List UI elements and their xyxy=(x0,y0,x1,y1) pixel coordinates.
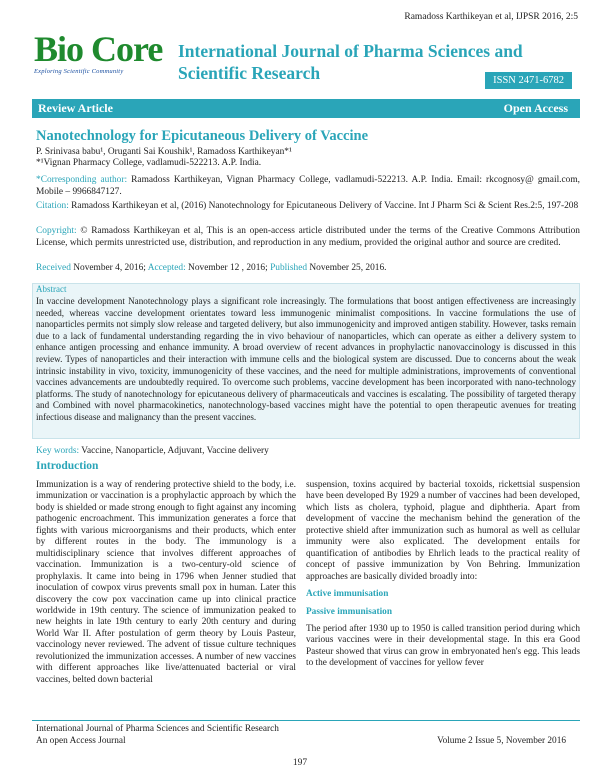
logo-tagline: Exploring Scientific Community xyxy=(34,68,124,75)
citation-label: Citation: xyxy=(36,201,69,211)
intro-paragraph-left: Immunization is a way of rendering protective shield to the body, i.e. immunization or vaccination is a prophylactic approach by which the body is shielded or made strong enough to fight against any incoming pathogenic encroachment. This immunization generates a force that fights with various microorganisms and their products, which enter by different routes in the body. The immunology is a multidisciplinary science that involves different approaches of vaccination. Immunization is a two-century-old science of prophylaxis. It came into being in 1796 when Jenner studied that inoculation of cowpox virus prevents small pox in human. Later this discovery the cow pox vaccination came up into clinical practice worldwide in 19th century. The science of immunization peaked to new heights in late 19th century to early 20th century and during World War II. After postulation of germ theory by Louis Pasteur, vaccinology never reviewed. The advent of tissue culture techniques revolutionized the immunization accesses. A number of new vaccines with different approaches like live/attenuated bacterial or viral vaccines, belted down bacterial xyxy=(36,480,296,685)
keywords-label: Key words: xyxy=(36,446,80,456)
dates xyxy=(36,263,580,275)
footer-volume: Volume 2 Issue 5, November 2016 xyxy=(437,736,566,746)
issn-badge: ISSN 2471-6782 xyxy=(485,72,572,89)
keywords-text: Vaccine, Nanoparticle, Adjuvant, Vaccine delivery xyxy=(79,446,269,456)
article-title: Nanotechnology for Epicutaneous Delivery of Vaccine xyxy=(36,128,369,144)
received-date: November 4, 2016; xyxy=(70,263,148,273)
citation xyxy=(36,201,580,213)
publisher-logo[interactable] xyxy=(34,30,164,82)
affiliation: *¹Vignan Pharmacy College, vadlamudi-522213. A.P. India. xyxy=(36,158,262,168)
subheading-passive-immunisation: Passive immunisation xyxy=(306,606,393,617)
corresponding-text: Ramadoss Karthikeyan, Vignan Pharmacy College, vadlamudi-522213. A.P. India. Email: rkcognosy@ gmail.com, Mobile – 9966847127. xyxy=(36,175,580,197)
published-label: Published xyxy=(270,263,308,273)
copyright-text: © Ramadoss Karthikeyan et al, This is an open-access article distributed under the terms of the Creative Commons Attribution License, which permits unrestricted use, distribution, and reproduction in any medium, provided the original author and source are credited. xyxy=(36,226,580,248)
page-number: 197 xyxy=(292,758,308,768)
received-label: Received xyxy=(36,263,71,273)
citation-text: Ramadoss Karthikeyan et al, (2016) Nanotechnology for Epicutaneous Delivery of Vaccine. Int J Pharm Sci & Scient Res.2:5, 197-208 xyxy=(68,201,579,211)
intro-paragraph-right-2: The period after 1930 up to 1950 is called transition period during which various vaccines were in their developmental stage. In this era Good Pasteur showed that virus can grow in embryonated hen's egg. This leads to the development of vaccines for yellow fever xyxy=(306,623,580,669)
running-head: Ramadoss Karthikeyan et al, IJPSR 2016, 2:5 xyxy=(404,12,578,22)
article-type-label: Review Article xyxy=(38,101,113,115)
intro-column-left xyxy=(36,480,296,686)
article-type-bar xyxy=(32,99,580,118)
logo-text: Bio Core xyxy=(34,29,163,69)
abstract-label: Abstract xyxy=(36,284,67,294)
subheading-active-immunisation: Active immunisation xyxy=(306,589,389,600)
published-date: November 25, 2016. xyxy=(307,263,387,273)
open-access-label[interactable]: Open Access xyxy=(503,101,568,115)
accepted-label: Accepted: xyxy=(147,263,186,273)
intro-paragraph-right-1: suspension, toxins acquired by bacterial toxoids, rickettsial suspension have been developed By 1929 a number of vaccines had been developed, which lists as cholera, typhoid, plague and diphtheria. Apart from development of vaccine the mechanism behind the generation of the protective shield after immunization such as humoral as well as cellular immunity were also explicated. The development entails for quantification of antibodies by Ehrlich leads to the practical reality of concept of passive immunization by Von Behring. Immunization approaches are basically divided broadly into: xyxy=(306,480,580,582)
accepted-date: November 12 , 2016; xyxy=(185,263,271,273)
footer-divider xyxy=(32,720,580,721)
footer-journal-subtitle: An open Access Journal xyxy=(36,735,126,746)
journal-title: International Journal of Pharma Sciences and Scientific Research xyxy=(178,41,523,83)
copyright xyxy=(36,226,580,249)
keywords xyxy=(36,446,269,456)
authors: P. Srinivasa babu¹, Oruganti Sai Koushik¹, Ramadoss Karthikeyan*¹ xyxy=(36,147,292,157)
introduction-heading: Introduction xyxy=(36,460,99,472)
footer-journal-name: International Journal of Pharma Sciences and Scientific Research xyxy=(36,724,279,734)
corresponding-label: *Corresponding author: xyxy=(36,175,128,185)
copyright-label: Copyright: xyxy=(36,226,77,236)
corresponding-author xyxy=(36,175,580,198)
footer-journal xyxy=(36,724,279,747)
abstract-text: In vaccine development Nanotechnology plays a significant role increasingly. The formulations that boost antigen effectiveness are increasingly needed, whereas vaccine development orientates toward less immunogenic minimalist compositions. In vaccine formulations the use of nanoparticles permits not simply slow release and targeted delivery, but also immunogenicity and improved antigen stability. However, tasks remain due to a lack of fundamental understanding regarding the in vivo behaviour of nanoparticles, which can operate as either a delivery system to enhance antigen processing and enhance immunity. A broad overview of recent advances in prophylactic nanovaccinology is discussed in this review. Types of nanoparticles and their interaction with immune cells and the biological system are discussed. Due to concerns about the weak intrinsic instability in vivo, toxicity, immunogenicity of these vaccines, and the need for multiple administrations, improvements of conventional vaccines advancements are undoubtedly required. To overcome such problems, vaccine development has been incorporated with nano-technology platforms. The study of nanotechnology for epicutaneous delivery of pharmaceuticals and vaccines is escalating. The possibility of targeted therapy and Combined with novel pharmacokinetics, nanotechnology-based vaccines might have the potential to open therapeutic avenues for treating infectious disease and malignancy than the present vaccines. xyxy=(36,296,576,422)
intro-column-right xyxy=(306,480,580,670)
